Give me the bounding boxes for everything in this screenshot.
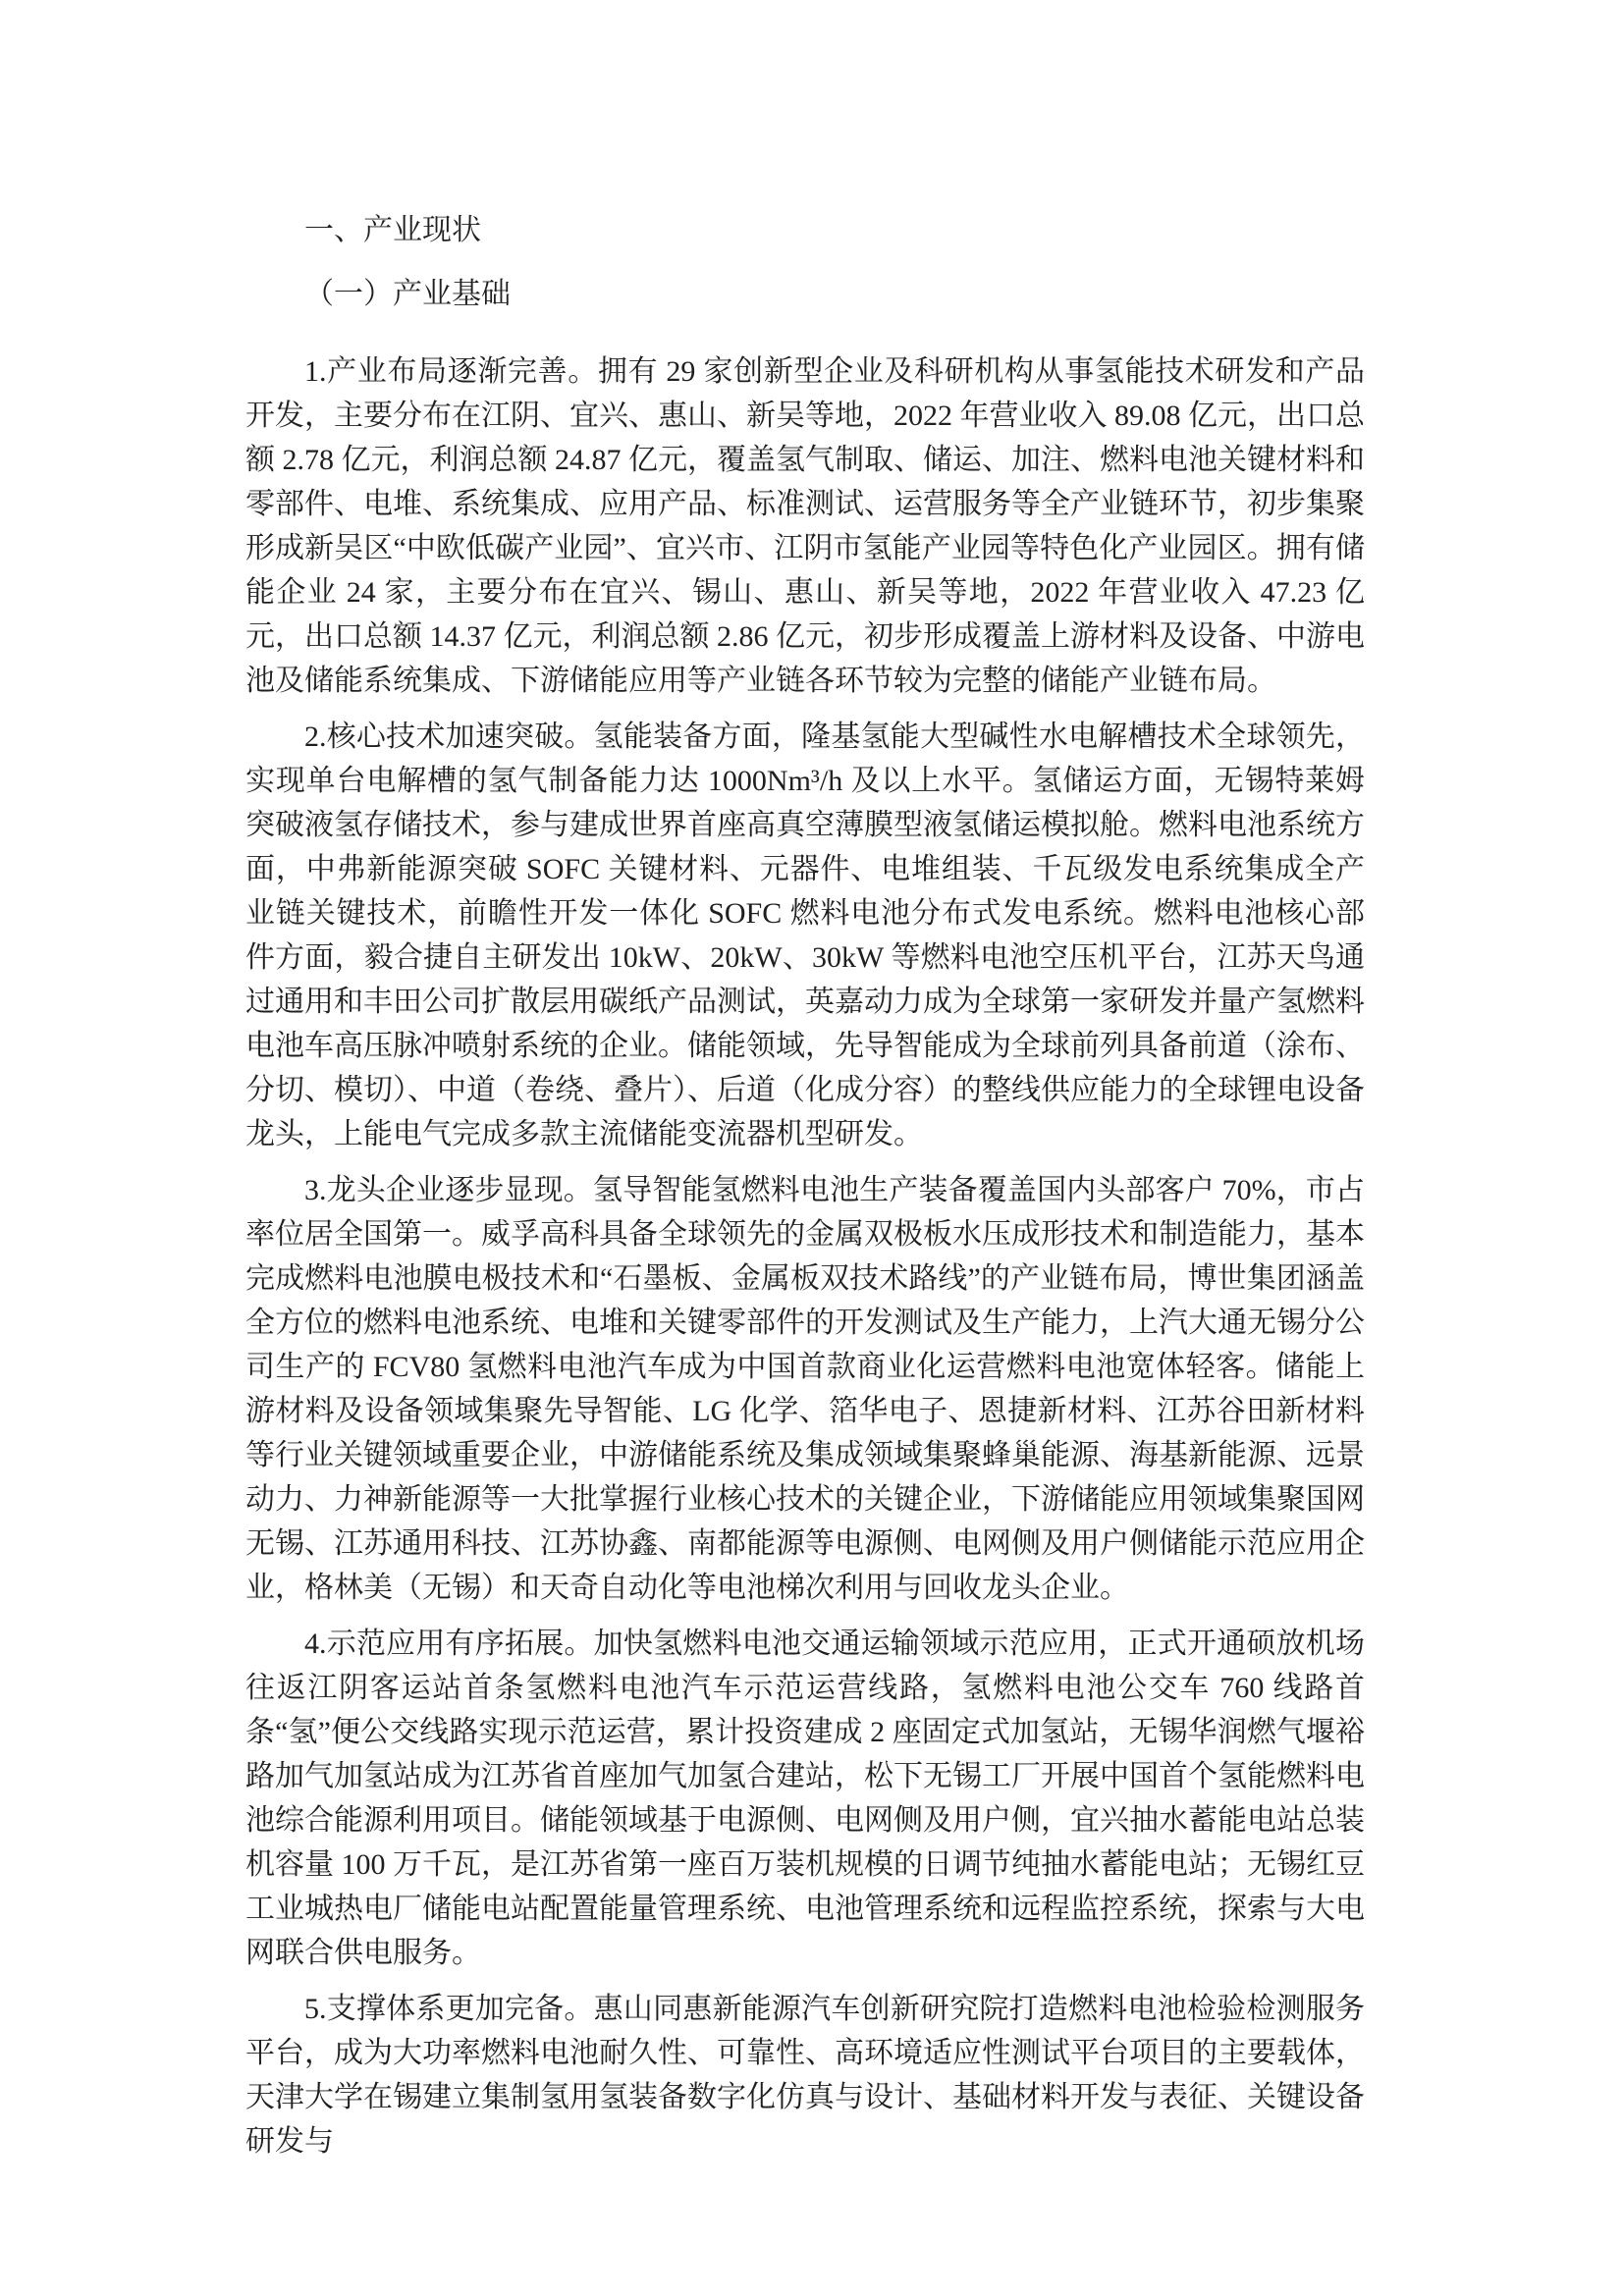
paragraph-core-technology: 2.核心技术加速突破。氢能装备方面，隆基氢能大型碱性水电解槽技术全球领先，实现单台电解槽的氢气制备能力达 1000Nm³/h 及以上水平。氢储运方面，无锡特莱姆突破液氢存储技术，参与建成世界首座高真空薄膜型液氢储运模拟舱。燃料电池系统方面，中弗新能源突破 SOFC 关键材料、元器件、电堆组装、千瓦级发电系统集成全产业链关键技术，前瞻性开发一体化 SOFC 燃料电池分布式发电系统。燃料电池核心部件方面，毅合捷自主研发出 10kW、20kW、30kW 等燃料电池空压机平台，江苏天鸟通过通用和丰田公司扩散层用碳纸产品测试，英嘉动力成为全球第一家研发并量产氢燃料电池车高压脉冲喷射系统的企业。储能领域，先导智能成为全球前列具备前道（涂布、分切、模切）、中道（卷绕、叠片）、后道（化成分容）的整线供应能力的全球锂电设备龙头，上能电气完成多款主流储能变流器机型研发。 <box>245 721 1365 1150</box>
paragraph-industry-layout: 1.产业布局逐渐完善。拥有 29 家创新型企业及科研机构从事氢能技术研发和产品开发，主要分布在江阴、宜兴、惠山、新吴等地，2022 年营业收入 89.08 亿元，出口总额 2.78 亿元，利润总额 24.87 亿元，覆盖氢气制取、储运、加注、燃料电池关键材料和零部件、电堆、系统集成、应用产品、标准测试、运营服务等全产业链环节，初步集聚形成新吴区“中欧低碳产业园”、宜兴市、江阴市氢能产业园等特色化产业园区。拥有储能企业 24 家，主要分布在宜兴、锡山、惠山、新吴等地，2022 年营业收入 47.23 亿元，出口总额 14.37 亿元，利润总额 2.86 亿元，初步形成覆盖上游材料及设备、中游电池及储能系统集成、下游储能应用等产业链各环节较为完整的储能产业链布局。 <box>245 355 1365 697</box>
document-page <box>245 208 1365 2175</box>
section-heading: 一、产业现状 <box>304 214 481 246</box>
subsection-heading: （一）产业基础 <box>304 278 511 310</box>
paragraph-leading-enterprises: 3.龙头企业逐步显现。氢导智能氢燃料电池生产装备覆盖国内头部客户 70%，市占率位居全国第一。威孚高科具备全球领先的金属双极板水压成形技术和制造能力，基本完成燃料电池膜电极技术和“石墨板、金属板双技术路线”的产业链布局，博世集团涵盖全方位的燃料电池系统、电堆和关键零部件的开发测试及生产能力，上汽大通无锡分公司生产的 FCV80 氢燃料电池汽车成为中国首款商业化运营燃料电池宽体轻客。储能上游材料及设备领域集聚先导智能、LG 化学、箔华电子、恩捷新材料、江苏谷田新材料等行业关键领域重要企业，中游储能系统及集成领域集聚蜂巢能源、海基新能源、远景动力、力神新能源等一大批掌握行业核心技术的关键企业，下游储能应用领域集聚国网无锡、江苏通用科技、江苏协鑫、南都能源等电源侧、电网侧及用户侧储能示范应用企业，格林美（无锡）和天奇自动化等电池梯次利用与回收龙头企业。 <box>245 1174 1365 1604</box>
paragraph-support-system: 5.支撑体系更加完备。惠山同惠新能源汽车创新研究院打造燃料电池检验检测服务平台，成为大功率燃料电池耐久性、可靠性、高环境适应性测试平台项目的主要载体，天津大学在锡建立集制氢用氢装备数字化仿真与设计、基础材料开发与表征、关键设备研发与 <box>245 1993 1365 2158</box>
paragraph-demonstration-applications: 4.示范应用有序拓展。加快氢燃料电池交通运输领域示范应用，正式开通硕放机场往返江阴客运站首条氢燃料电池汽车示范运营线路，氢燃料电池公交车 760 线路首条“氢”便公交线路实现示范运营，累计投资建成 2 座固定式加氢站，无锡华润燃气堰裕路加气加氢站成为江苏省首座加气加氢合建站，松下无锡工厂开展中国首个氢能燃料电池综合能源利用项目。储能领域基于电源侧、电网侧及用户侧，宜兴抽水蓄能电站总装机容量 100 万千瓦，是江苏省第一座百万装机规模的日调节纯抽水蓄能电站；无锡红豆工业城热电厂储能电站配置能量管理系统、电池管理系统和远程监控系统，探索与大电网联合供电服务。 <box>245 1628 1365 1969</box>
